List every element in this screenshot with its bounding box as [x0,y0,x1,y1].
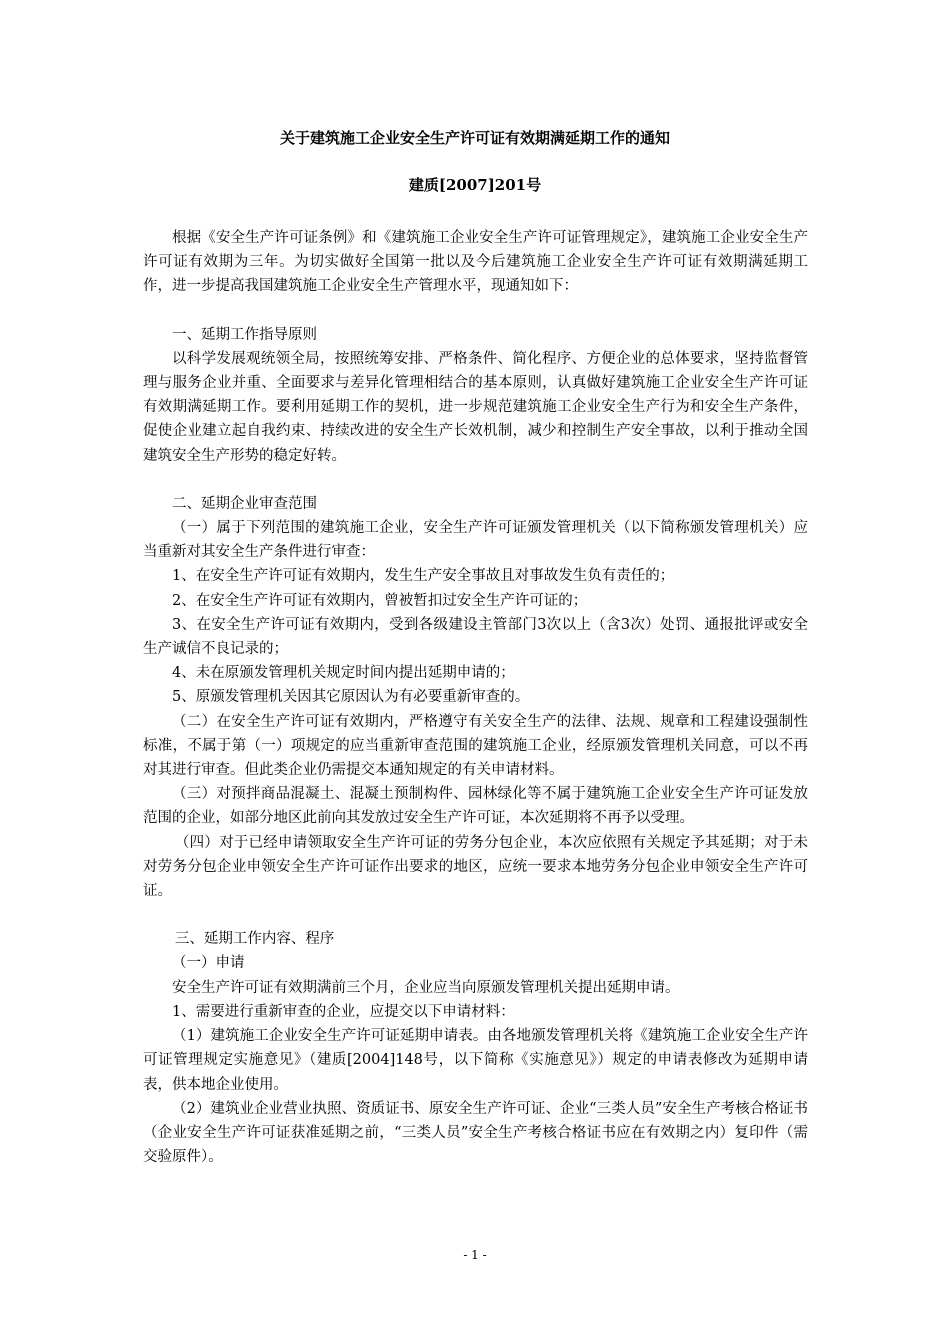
section2-paragraph-3: （三）对预拌商品混凝土、混凝土预制构件、园林绿化等不属于建筑施工企业安全生产许可证发放范围的企业，如部分地区此前向其发放过安全生产许可证，本次延期将不再予以受理。 [143,786,808,827]
section2-heading: 二、延期企业审查范围 [172,495,317,512]
section2-paragraph-4: （四）对于已经申请领取安全生产许可证的劳务分包企业，本次应依照有关规定予其延期；对于未对劳务分包企业申领安全生产许可证作出要求的地区，应统一要求本地劳务分包企业申领安全生产许可证。 [143,834,808,900]
section3-paragraph-2: 1、需要进行重新审查的企业，应提交以下申请材料： [172,1003,515,1020]
intro-paragraph: 根据《安全生产许可证条例》和《建筑施工企业安全生产许可证管理规定》，建筑施工企业安全生产许可证有效期为三年。为切实做好全国第一批以及今后建筑施工企业安全生产许可证有效期满延期工作，进一步提高我国建筑施工企业安全生产管理水平，现通知如下： [143,230,808,295]
section3-heading: 三、延期工作内容、程序 [174,931,335,948]
section2-item-2: 2、在安全生产许可证有效期内，曾被暂扣过安全生产许可证的； [172,592,588,609]
document-title: 关于建筑施工企业安全生产许可证有效期满延期工作的通知 [279,129,670,147]
section2-item-5: 5、原颁发管理机关因其它原因认为有必要重新审查的。 [172,689,530,706]
section2-item-4: 4、未在原颁发管理机关规定时间内提出延期申请的； [172,665,515,682]
section3-material-1: （1）建筑施工企业安全生产许可证延期申请表。由各地颁发管理机关将《建筑施工企业安全生产许可证管理规定实施意见》（建质[2004]148号，以下简称《实施意见》）规定的申请表修改为延期申请表，供本地企业使用。 [143,1028,808,1093]
section1-heading: 一、延期工作指导原则 [172,326,317,343]
section2-item-1: 1、在安全生产许可证有效期内，发生生产安全事故且对事故发生负有责任的； [172,568,675,585]
section3-material-2: （2）建筑业企业营业执照、资质证书、原安全生产许可证、企业“三类人员”安全生产考核合格证书（企业安全生产许可证获准延期之前，“三类人员”安全生产考核合格证书应在有效期之内）复印件（需交验原件）。 [143,1100,808,1166]
section1-paragraph: 以科学发展观统领全局，按照统筹安排、严格条件、简化程序、方便企业的总体要求，坚持监督管理与服务企业并重、全面要求与差异化管理相结合的基本原则，认真做好建筑施工企业安全生产许可证有效期满延期工作。要利用延期工作的契机，进一步规范建筑施工企业安全生产行为和安全生产条件，促使企业建立起自我约束、持续改进的安全生产长效机制，减少和控制生产安全事故，以利于推动全国建筑安全生产形势的稳定好转。 [143,350,808,464]
section2-item-3: 3、在安全生产许可证有效期内，受到各级建设主管部门3次以上（含3次）处罚、通报批评或安全生产诚信不良记录的； [143,616,808,658]
section3-paragraph-1: 安全生产许可证有效期满前三个月，企业应当向原颁发管理机关提出延期申请。 [172,979,680,996]
document-body [143,226,808,1169]
section3-subheading-1: （一）申请 [172,955,245,972]
section2-paragraph-2: （二）在安全生产许可证有效期内，严格遵守有关安全生产的法律、法规、规章和工程建设强制性标准，不属于第（一）项规定的应当重新审查范围的建筑施工企业，经原颁发管理机关同意，可以不再对其进行审查。但此类企业仍需提交本通知规定的有关申请材料。 [143,713,808,779]
section2-paragraph-1: （一）属于下列范围的建筑施工企业，安全生产许可证颁发管理机关（以下简称颁发管理机关）应当重新对其安全生产条件进行审查： [143,520,808,561]
page-number: - 1 - [463,1248,487,1262]
document-number: 建质[2007]201号 [408,176,542,194]
